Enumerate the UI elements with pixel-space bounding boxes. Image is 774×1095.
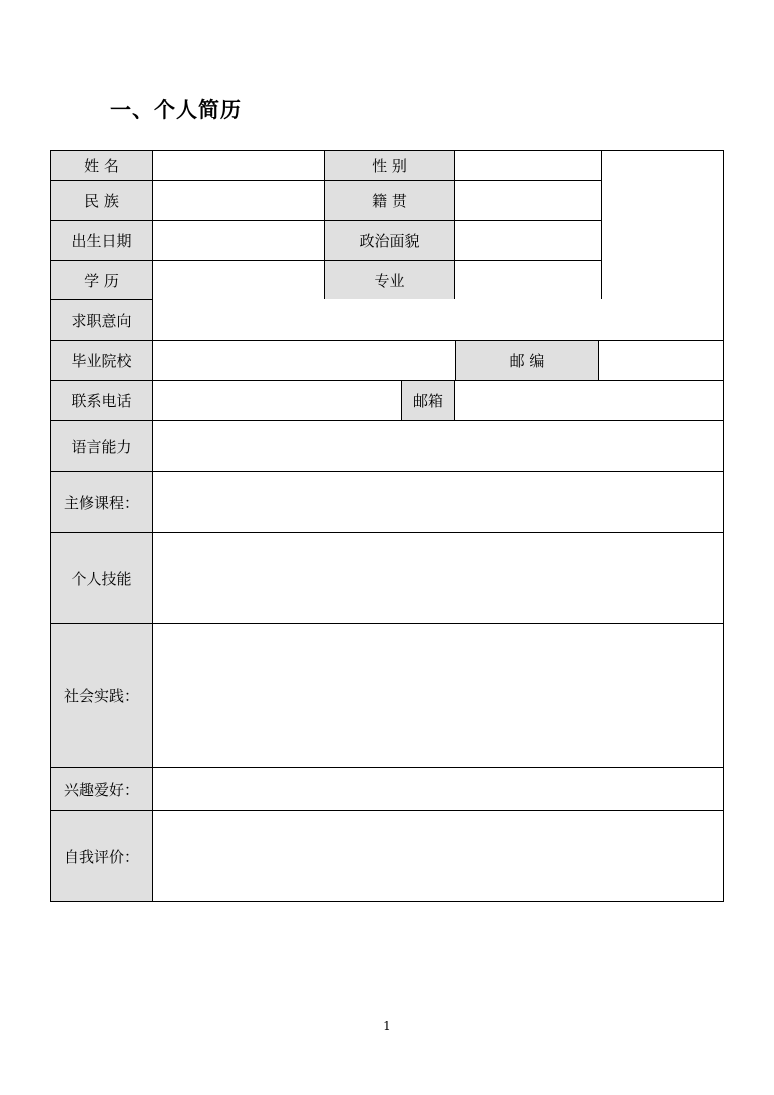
- language-label: 语言能力: [50, 420, 153, 472]
- language-field[interactable]: [152, 420, 724, 472]
- hometown-field[interactable]: [454, 180, 602, 221]
- skills-label: 个人技能: [50, 532, 153, 624]
- resume-form: [50, 150, 724, 902]
- postcode-label: 邮 编: [455, 340, 599, 381]
- major-field[interactable]: [454, 260, 602, 300]
- self-evaluation-label: 自我评价：: [50, 810, 153, 902]
- postcode-field[interactable]: [598, 340, 724, 381]
- phone-label: 联系电话: [50, 380, 153, 421]
- gender-field[interactable]: [454, 150, 602, 181]
- birthdate-label: 出生日期: [50, 220, 153, 261]
- email-field[interactable]: [454, 380, 724, 421]
- political-status-label: 政治面貌: [324, 220, 455, 261]
- hobbies-label: 兴趣爱好：: [50, 767, 153, 811]
- school-field[interactable]: [152, 340, 456, 381]
- social-practice-field[interactable]: [152, 623, 724, 768]
- hometown-label: 籍 贯: [324, 180, 455, 221]
- skills-field[interactable]: [152, 532, 724, 624]
- name-field[interactable]: [152, 150, 325, 181]
- courses-field[interactable]: [152, 471, 724, 533]
- self-evaluation-field[interactable]: [152, 810, 724, 902]
- political-status-field[interactable]: [454, 220, 602, 261]
- gender-label: 性 别: [324, 150, 455, 181]
- page-title: 一、个人简历: [110, 98, 242, 122]
- courses-label: 主修课程：: [50, 471, 153, 533]
- hobbies-field[interactable]: [152, 767, 724, 811]
- page-number: 1: [383, 1019, 391, 1033]
- major-label: 专业: [324, 260, 455, 300]
- email-label: 邮箱: [401, 380, 455, 421]
- birthdate-field[interactable]: [152, 220, 325, 261]
- ethnicity-label: 民 族: [50, 180, 153, 221]
- education-field[interactable]: [152, 260, 325, 300]
- job-intention-field[interactable]: [152, 299, 724, 341]
- phone-field[interactable]: [152, 380, 402, 421]
- education-label: 学 历: [50, 260, 153, 300]
- social-practice-label: 社会实践：: [50, 623, 153, 768]
- job-intention-label: 求职意向: [50, 299, 153, 341]
- school-label: 毕业院校: [50, 340, 153, 381]
- name-label: 姓 名: [50, 150, 153, 181]
- ethnicity-field[interactable]: [152, 180, 325, 221]
